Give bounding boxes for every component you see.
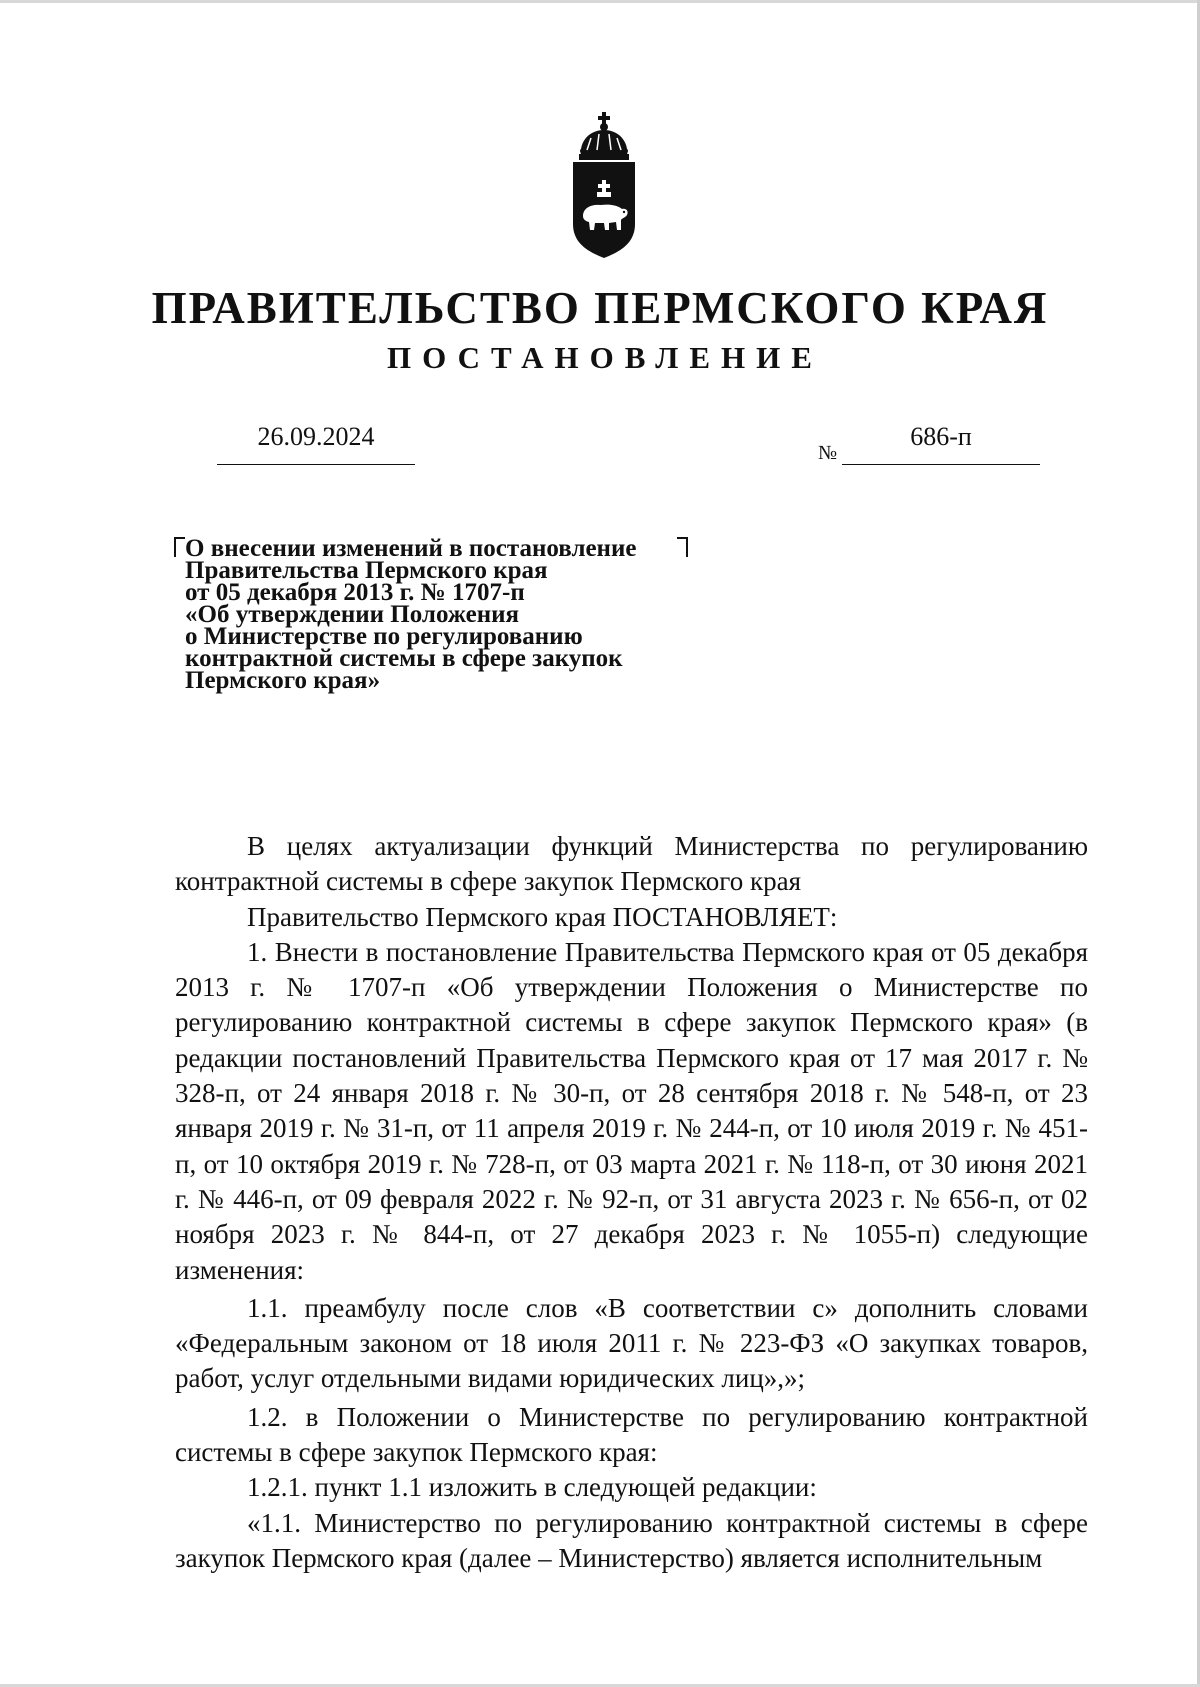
perm-krai-coat-of-arms-icon [569,112,639,262]
subject-line: от 05 декабря 2013 г. № 1707-п [185,579,525,606]
scan-edge-top [0,0,1200,3]
body-paragraph-item-1-2: 1.2. в Положении о Министерстве по регулированию контрактной системы в сфере закупок Пермского края: [175,1401,1088,1468]
number-field [842,420,1040,465]
number-sign: № [818,442,838,464]
subject-line: контрактной системы в сфере закупок [185,645,623,672]
document-type: ПОСТАНОВЛЕНИЕ [387,340,823,375]
body-paragraph-quote-1-1: «1.1. Министерство по регулированию контрактной системы в сфере закупок Пермского края (далее – Министерство) является исполнительным [175,1507,1088,1573]
body-paragraph-preamble: В целях актуализации функций Министерства по регулированию контрактной системы в сфере закупок Пермского края [175,831,1088,897]
document-date: 26.09.2024 [257,422,375,451]
body-paragraph-item-1: 1. Внести в постановление Правительства Пермского края от 05 декабря 2013 г. № 1707-п «Об утверждении Положения о Министерстве по регулированию контрактной системы в сфере закупок Пермского края» (в редакции постановлений Правительства Пермского края от 17 мая 2017 г. № 328-п, от 24 января 2018 г. № 30-п, от 28 сентября 2018 г. № 548-п, от 23 января 2019 г. № 31-п, от 11 апреля 2019 г. № 244-п, от 10 июля 2019 г. № 451-п, от 10 октября 2019 г. № 728-п, от 03 марта 2021 г. № 118-п, от 30 июня 2021 г. № 446-п, от 09 февраля 2022 г. № 92-п, от 31 августа 2023 г. № 656-п, от 02 ноября 2023 г. № 844-п, от 27 декабря 2023 г. № 1055-п) следующие изменения: [175,936,1088,1285]
date-field [217,420,415,465]
body-paragraph-item-1-1: 1.1. преамбулу после слов «В соответствии с» дополнить словами «Федеральным законом от 18 июля 2011 г. № 223-ФЗ «О закупках товаров, работ, услуг отдельными видами юридических лиц»,»; [175,1292,1088,1394]
subject-line: о Министерстве по регулированию [185,623,583,650]
subject-line: «Об утверждении Положения [185,601,520,628]
document-subject [185,535,705,694]
body-paragraph-item-1-2-1: 1.2.1. пункт 1.1 изложить в следующей редакции: [247,1472,817,1503]
document-body [175,829,1088,1576]
organization-title: ПРАВИТЕЛЬСТВО ПЕРМСКОГО КРАЯ [151,283,1049,333]
subject-line: О внесении изменений в постановление [185,535,637,562]
document-number: 686-п [910,422,972,451]
subject-bracket-left [174,537,185,557]
subject-line: Правительства Пермского края [185,557,548,584]
body-paragraph-resolves: Правительство Пермского края ПОСТАНОВЛЯЕТ: [247,901,838,932]
subject-line: Пермского края» [185,667,381,694]
